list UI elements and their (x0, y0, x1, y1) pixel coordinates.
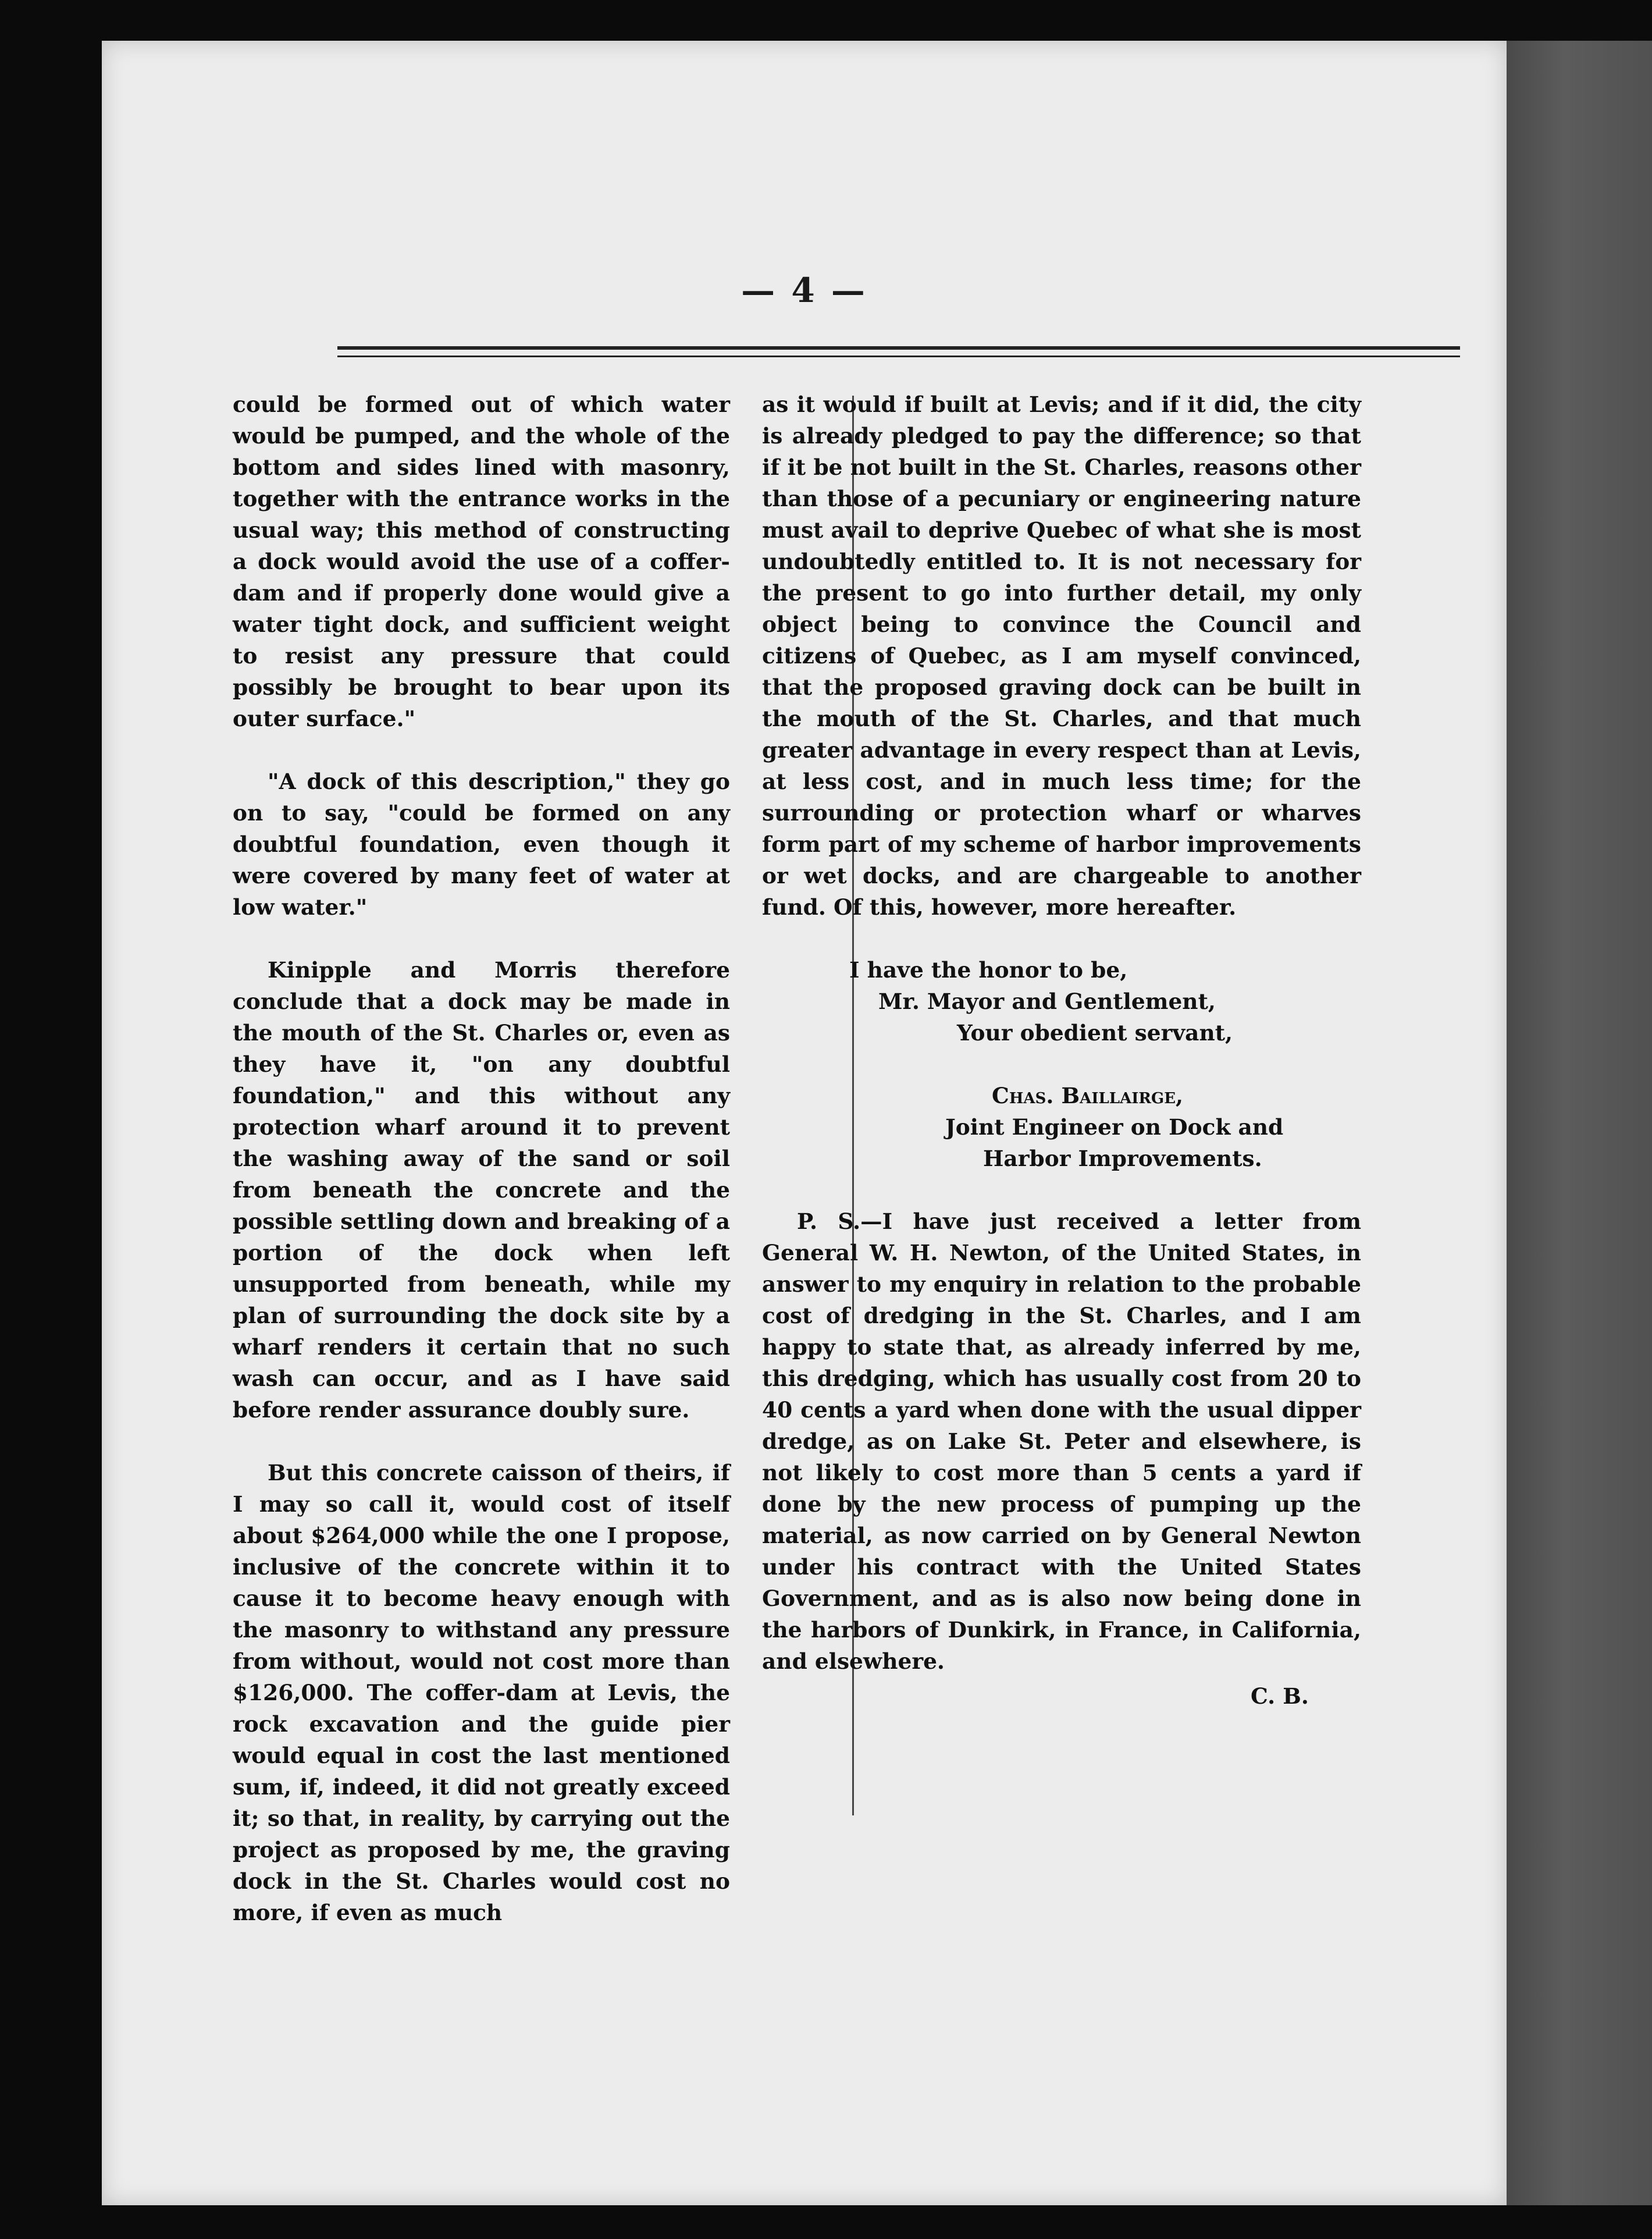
header-rule-thick (337, 346, 1460, 350)
signature-name: Chas. Baillairge, (992, 1083, 1184, 1108)
right-column (745, 389, 1361, 1712)
page-number: — 4 — (741, 271, 867, 310)
closing-line-2: Mr. Mayor and Gentlement, (878, 989, 1216, 1014)
closing-line-3: Your obedient servant, (957, 1020, 1233, 1046)
signature-title-2: Harbor Improvements. (983, 1146, 1262, 1171)
right-paragraph-1: as it would if built at Levis; and if it did, the city is already pledged to pay the difference; so that if it be not built in the St. Charles, reasons other than those of a pecuniary or engineering nature must avail to deprive Quebec of what she is most undoubtedly entitled to. It is not necessary for the present to go into further detail, my only object being to convince the Council and citizens of Quebec, as I am myself convinced, that the proposed graving dock can be built in the mouth of the St. Charles, and that much greater advantage in every respect than at Levis, at less cost, and in much less time; for the surrounding or protection wharf or wharves form part of my scheme of harbor improvements or wet docks, and are chargeable to another fund. Of this, however, more hereafter. (762, 392, 1361, 920)
letter-closing (849, 954, 1361, 1049)
postscript-initials: C. B. (1250, 1683, 1309, 1709)
postscript: P. S.—I have just received a letter from General W. H. Newton, of the United States, in answer to my enquiry in relation to the probable cost of dredging in the St. Charles, and I am happy to state that, as already inferred by me, this dredging, which has usually cost from 20 to 40 cents a yard when done with the usual dipper dredge, as on Lake St. Peter and elsewhere, is not likely to cost more than 5 cents a yard if done by the new process of pumping up the material, as now carried on by General Newton under his contract with the United States Government, and as is also now being done in the harbors of Dunkirk, in France, in California, and elsewhere. (762, 1209, 1361, 1674)
left-column (233, 389, 730, 1960)
left-paragraph-3: Kinipple and Morris therefore conclude that a dock may be made in the mouth of the St. Charles or, even as they have it, "on any doubtful foundation," and this without any protection wharf around it to prevent the washing away of the sand or soil from beneath the concrete and the possible settling down and breaking of a portion of the dock when left unsupported from beneath, while my plan of surrounding the dock site by a wharf renders it certain that no such wash can occur, and as I have said before render assurance doubly sure. (233, 957, 730, 1423)
signature-block (762, 1080, 1361, 1174)
left-paragraph-1: could be formed out of which water would be pumped, and the whole of the bottom and sides lined with masonry, together with the entrance works in the usual way; this method of constructing a dock would avoid the use of a coffer-dam and if properly done would give a water tight dock, and sufficient weight to resist any pressure that could possibly be brought to bear upon its outer surface." (233, 392, 730, 731)
signature-title-1: Joint Engineer on Dock and (945, 1114, 1284, 1140)
book-spine (1507, 41, 1652, 2205)
header-rule-thin (337, 356, 1460, 357)
closing-line-1: I have the honor to be, (849, 957, 1128, 983)
left-paragraph-2: "A dock of this description," they go on to say, "could be formed on any doubtful foundation, even though it were covered by many feet of water at low water." (233, 769, 730, 920)
left-paragraph-4: But this concrete caisson of theirs, if I may so call it, would cost of itself about $264,000 while the one I propose, inclusive of the concrete within it to cause it to become heavy enough with the masonry to withstand any pressure from without, would not cost more than $126,000. The coffer-dam at Levis, the rock excavation and the guide pier would equal in cost the last mentioned sum, if, indeed, it did not greatly exceed it; so that, in reality, by carrying out the project as proposed by me, the graving dock in the St. Charles would cost no more, if even as much (233, 1460, 730, 1925)
